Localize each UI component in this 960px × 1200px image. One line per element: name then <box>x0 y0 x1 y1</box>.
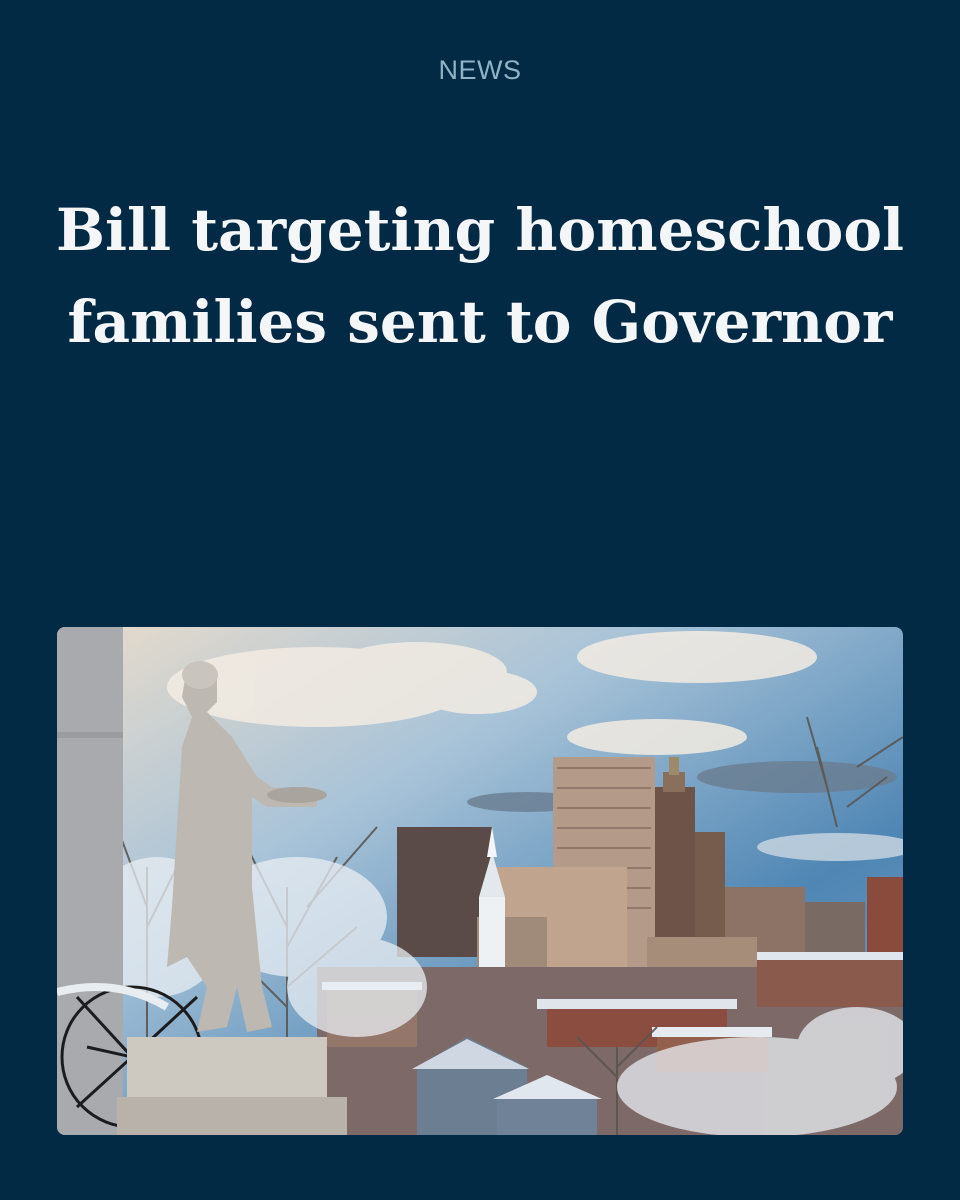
category-label: NEWS <box>438 55 522 85</box>
headline-line-2: families sent to Governor <box>67 288 893 356</box>
photo-illustration <box>57 627 903 1135</box>
headline-line-1: Bill targeting homeschool <box>55 196 905 264</box>
article-photo <box>57 627 903 1135</box>
headline <box>0 184 960 368</box>
